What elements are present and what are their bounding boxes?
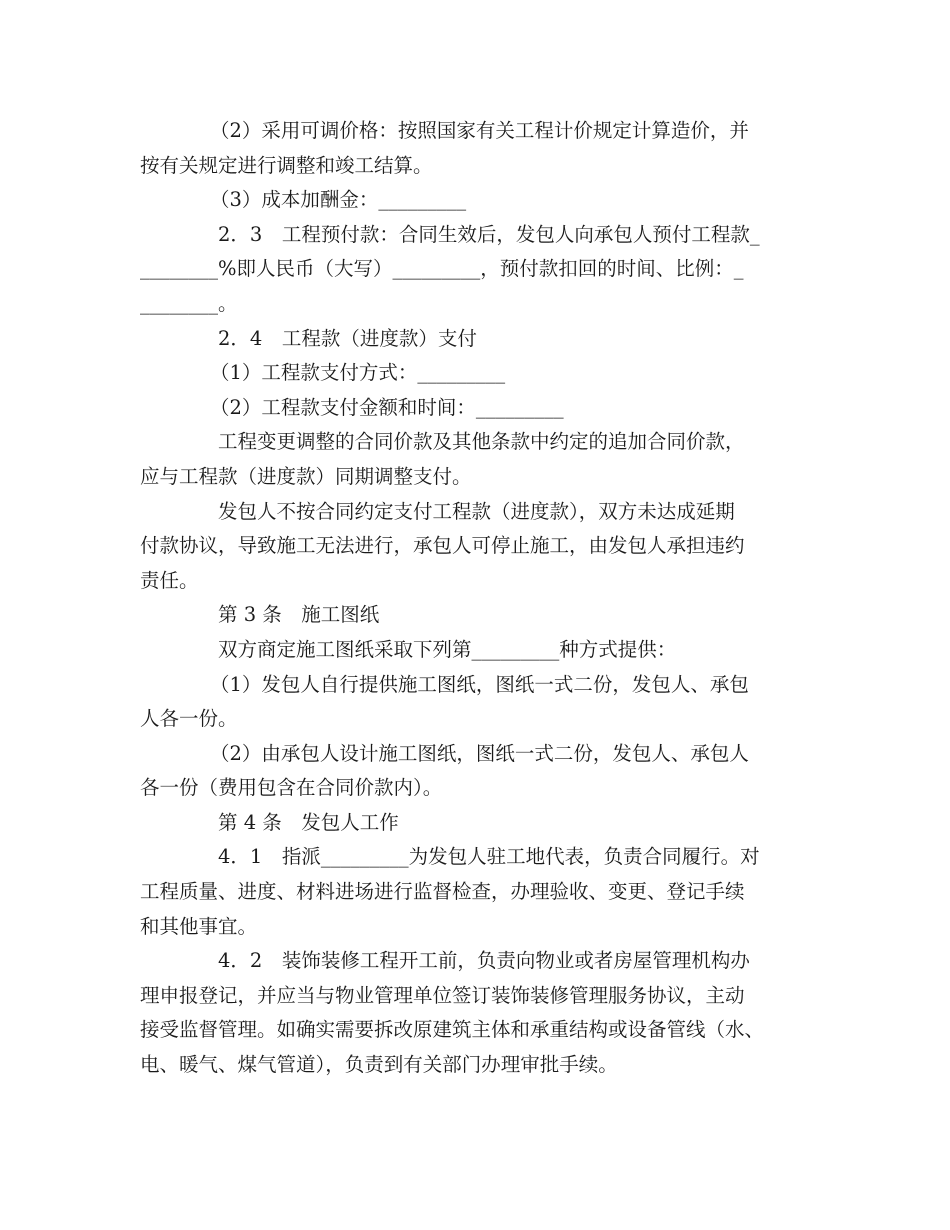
text-line: （1）工程款支付方式：_________ [210,361,506,385]
text-line: 按有关规定进行调整和竣工结算。 [140,153,433,177]
text-line: 发包人不按合同约定支付工程款（进度款），双方未达成延期 [218,499,735,523]
text-line: （2）由承包人设计施工图纸，图纸一式二份，发包人、承包人 [210,741,749,765]
text-line: 人各一份。 [140,707,238,731]
text-line: （3）成本加酬金：_________ [210,188,467,212]
text-line: 各一份（费用包含在合同价款内）。 [140,776,443,800]
document-body [140,114,820,1083]
text-line: 应与工程款（进度款）同期调整支付。 [140,464,472,488]
text-line: 4．1 指派_________为发包人驻工地代表，负责合同履行。对 [218,845,760,869]
text-line: 双方商定施工图纸采取下列第_________种方式提供： [218,637,677,661]
text-line: 工程质量、进度、材料进场进行监督检查，办理验收、变更、登记手续 [140,880,745,904]
text-line: 接受监督管理。如确实需要拆改原建筑主体和承重结构或设备管线（水、 [140,1018,765,1042]
text-line: （1）发包人自行提供施工图纸，图纸一式二份，发包人、承包 [210,672,749,696]
text-line: ________%即人民币（大写）_________，预付款扣回的时间、比例：_ [140,257,744,281]
text-line: 电、暖气、煤气管道），负责到有关部门办理审批手续。 [140,1053,618,1077]
text-line: 付款协议，导致施工无法进行，承包人可停止施工，由发包人承担违约 [140,534,745,558]
text-line: 2．3 工程预付款：合同生效后，发包人向承包人预付工程款_ [218,222,760,246]
text-line: 理申报登记，并应当与物业管理单位签订装饰装修管理服务协议，主动 [140,983,745,1007]
text-line: 责任。 [140,568,199,592]
text-line: 2．4 工程款（进度款）支付 [218,326,477,350]
text-line: 第 3 条 施工图纸 [218,603,380,627]
text-line: 4．2 装饰装修工程开工前，负责向物业或者房屋管理机构办 [218,949,750,973]
text-line: 第 4 条 发包人工作 [218,810,399,834]
text-line: 和其他事宜。 [140,914,258,938]
text-line: （2）采用可调价格：按照国家有关工程计价规定计算造价，并 [210,119,749,142]
text-line: ________。 [140,291,238,315]
text-line: 工程变更调整的合同价款及其他条款中约定的追加合同价款， [218,430,745,454]
text-line: （2）工程款支付金额和时间：_________ [210,395,564,419]
